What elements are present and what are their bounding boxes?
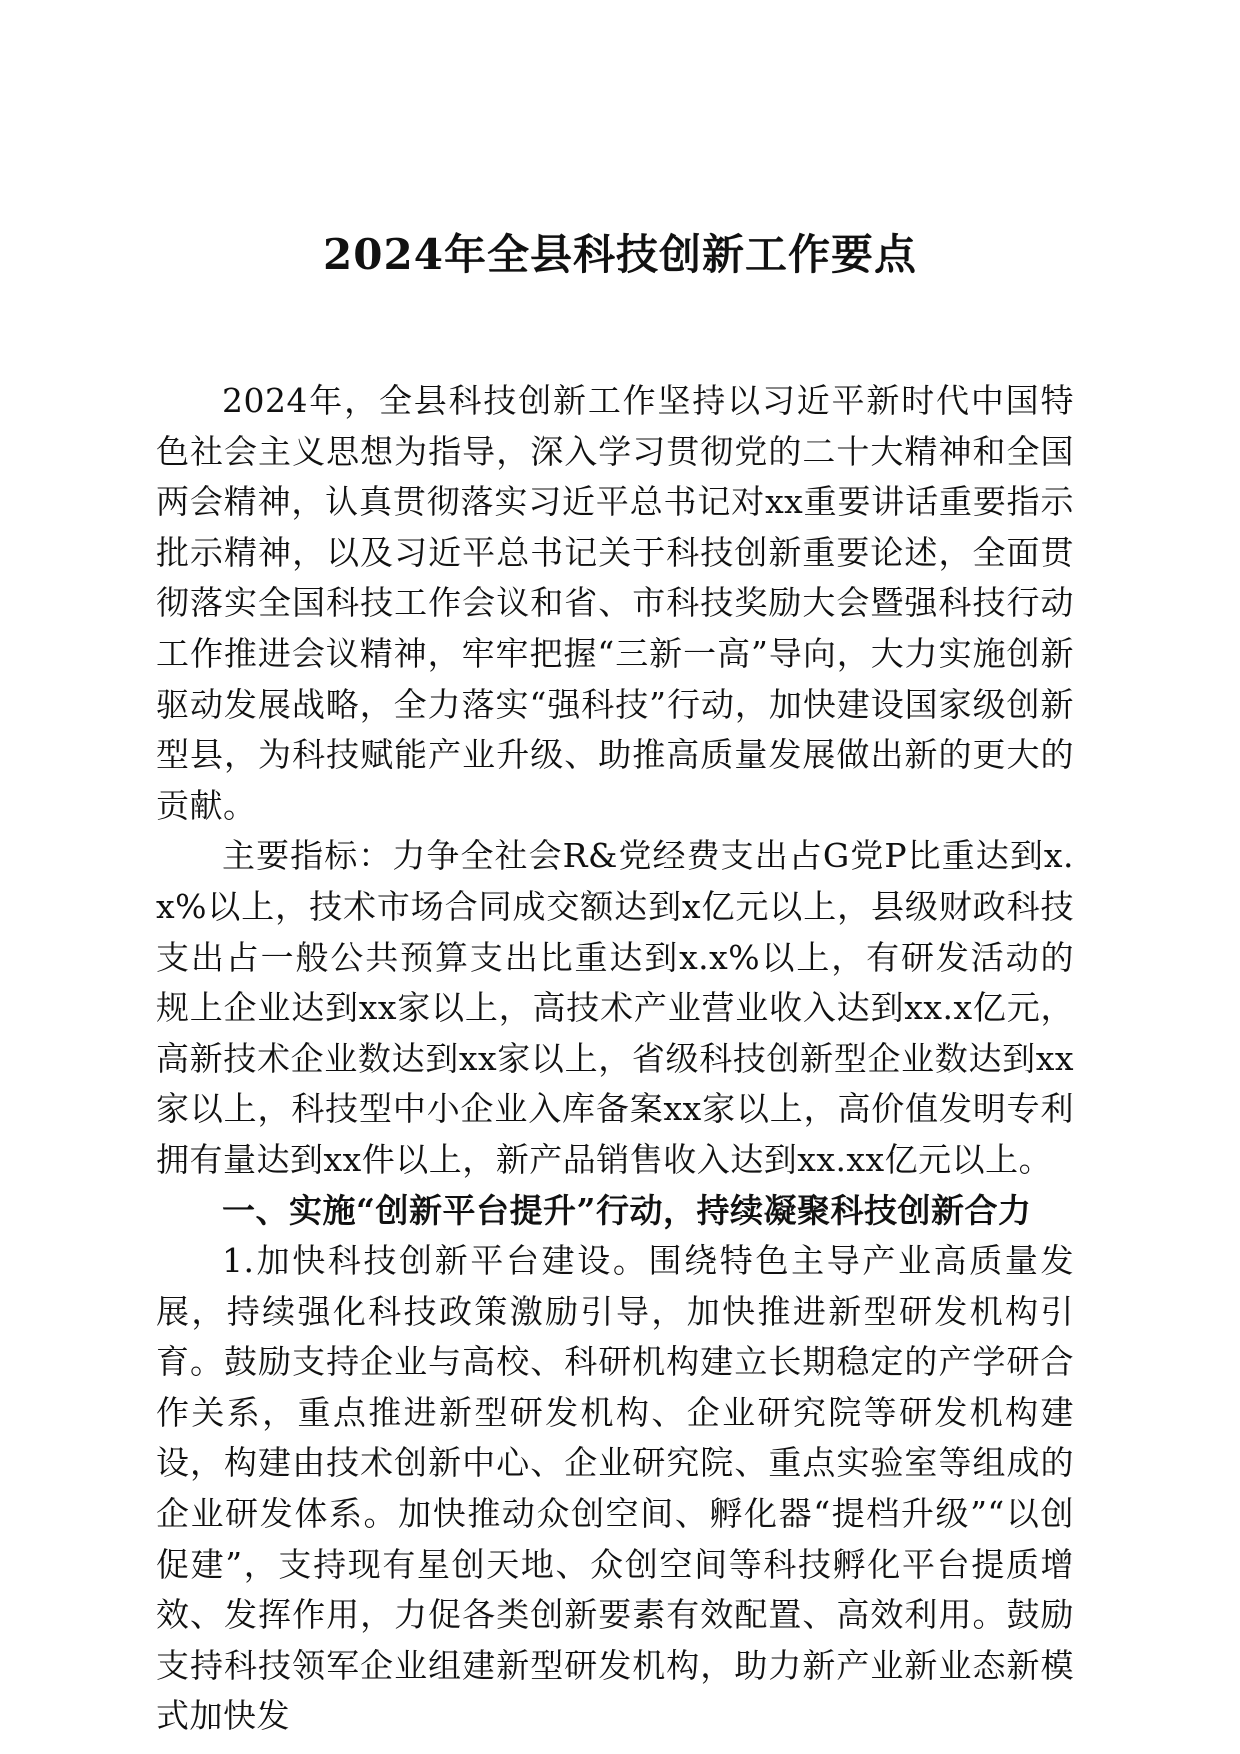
intro-paragraph: 2024年，全县科技创新工作坚持以习近平新时代中国特色社会主义思想为指导，深入学习贯彻党的二十大精神和全国两会精神，认真贯彻落实习近平总书记对xx重要讲话重要指示批示精神，以及习近平总书记关于科技创新重要论述，全面贯彻落实全国科技工作会议和省、市科技奖励大会暨强科技行动工作推进会议精神，牢牢把握“三新一高”导向，大力实施创新驱动发展战略，全力落实“强科技”行动，加快建设国家级创新型县，为科技赋能产业升级、助推高质量发展做出新的更大的贡献。 bbox=[156, 381, 1074, 825]
indicators-paragraph: 主要指标：力争全社会R&党经费支出占G党P比重达到x.x%以上，技术市场合同成交额达到x亿元以上，县级财政科技支出占一般公共预算支出比重达到x.x%以上，有研发活动的规上企业达到xx家以上，高技术产业营业收入达到xx.x亿元，高新技术企业数达到xx家以上，省级科技创新型企业数达到xx家以上，科技型中小企业入库备案xx家以上，高价值发明专利拥有量达到xx件以上，新产品销售收入达到xx.xx亿元以上。 bbox=[156, 836, 1074, 1179]
document-body bbox=[156, 376, 1074, 1742]
section-paragraph: 1.加快科技创新平台建设。围绕特色主导产业高质量发展，持续强化科技政策激励引导，加快推进新型研发机构引育。鼓励支持企业与高校、科研机构建立长期稳定的产学研合作关系，重点推进新型研发机构、企业研究院等研发机构建设，构建由技术创新中心、企业研究院、重点实验室等组成的企业研发体系。加快推动众创空间、孵化器“提档升级”“以创促建”，支持现有星创天地、众创空间等科技孵化平台提质增效、发挥作用，力促各类创新要素有效配置、高效利用。鼓励支持科技领军企业组建新型研发机构，助力新产业新业态新模式加快发 bbox=[156, 1241, 1074, 1736]
document-title: 2024年全县科技创新工作要点 bbox=[323, 230, 917, 279]
section-heading: 一、实施“创新平台提升”行动，持续凝聚科技创新合力 bbox=[222, 1190, 1032, 1230]
